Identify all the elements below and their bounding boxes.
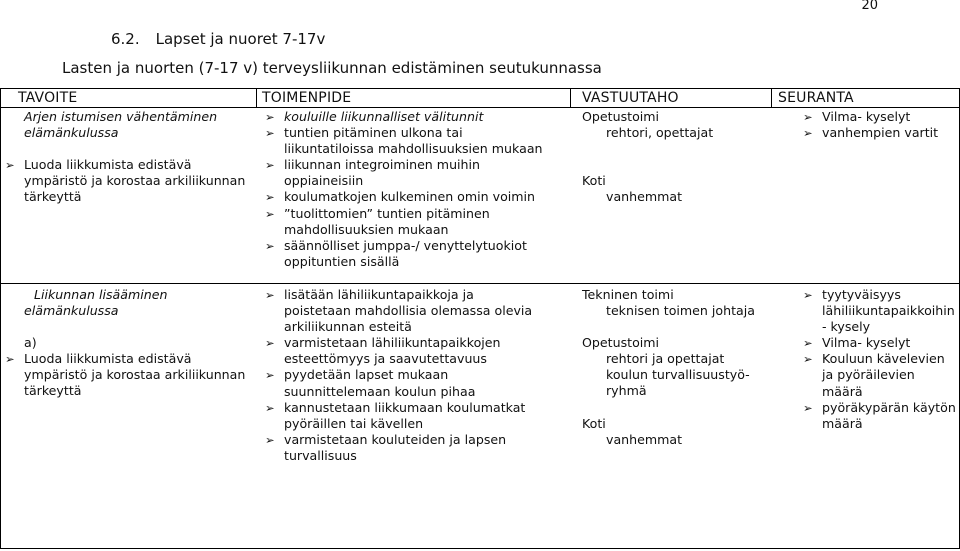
action-item: ➢ pyydetään lapset mukaan (262, 367, 568, 383)
action-line: poistetaan mahdollisia olemassa olevia (284, 303, 533, 319)
action-item: ➢ lisätään lähiliikuntapaikkoja ja (262, 287, 568, 303)
responsible-org: Opetustoimi (582, 109, 660, 124)
row1-seuranta-cell (800, 109, 958, 141)
followup-line: ja pyöräilevien (822, 367, 915, 383)
responsible-person: vanhemmat (606, 189, 683, 205)
responsible-org: Koti (582, 415, 606, 431)
goal-line: elämänkulussa (24, 303, 119, 319)
goal-line: ympäristö ja korostaa arkiliikunnan (24, 367, 246, 383)
followup-item: ➢ pyöräkypärän käytön (800, 400, 958, 416)
followup-line: lähiliikuntapaikkoihin (822, 303, 955, 319)
action-line: suunnittelemaan koulun pihaa (284, 383, 476, 399)
followup-item: ➢ tyytyväisyys (800, 287, 958, 303)
action-line: liikuntatiloissa mahdollisuuksien mukaan (284, 141, 543, 157)
responsible-person: rehtori, opettajat (606, 125, 714, 141)
action-item: ➢ liikunnan integroiminen muihin (262, 157, 568, 173)
goal-line: tärkeyttä (24, 189, 82, 205)
column-header-vastuutaho: VASTUUTAHO (582, 90, 679, 106)
section-number: 6.2. (111, 30, 140, 48)
action-item: ➢ kannustetaan liikkumaan koulumatkat (262, 400, 568, 416)
row1-vastuutaho-cell (582, 109, 768, 205)
goal-line: tärkeyttä (24, 383, 82, 399)
followup-line: - kysely (822, 319, 871, 335)
action-item: ➢ ”tuolittomien” tuntien pitäminen (262, 206, 568, 222)
table-left-border (0, 88, 1, 549)
action-item: ➢ säännölliset jumppa-/ venyttelytuokiot (262, 238, 568, 254)
action-item: ➢ varmistetaan kouluteiden ja lapsen (262, 432, 568, 448)
action-line: turvallisuus (284, 447, 357, 463)
action-line: esteettömyys ja saavutettavuus (284, 351, 487, 367)
responsible-person: koulun turvallisuustyö- (606, 367, 750, 383)
action-line: mahdollisuuksien mukaan (284, 221, 449, 237)
followup-item: ➢ Vilma- kyselyt (800, 109, 958, 125)
goal-line: Arjen istumisen vähentäminen (24, 109, 218, 124)
followup-item: ➢ Vilma- kyselyt (800, 335, 958, 351)
action-item: ➢ tuntien pitäminen ulkona tai (262, 125, 568, 141)
action-item: ➢ koulumatkojen kulkeminen omin voimin (262, 189, 568, 205)
followup-line: määrä (822, 415, 863, 431)
responsible-person: ryhmä (606, 383, 647, 399)
row1-tavoite-cell (24, 109, 254, 205)
action-line: arkiliikunnan esteitä (284, 319, 412, 335)
page-number: 20 (861, 0, 878, 13)
followup-item: ➢ Kouluun kävelevien (800, 351, 958, 367)
table-bottom-rule (0, 548, 960, 549)
responsible-person: teknisen toimen johtaja (606, 303, 755, 319)
row2-seuranta-cell (800, 287, 958, 432)
responsible-org: Tekninen toimi (582, 287, 674, 302)
responsible-org: Koti (582, 173, 606, 189)
table-title: Lasten ja nuorten (7-17 v) terveysliikunnan edistäminen seutukunnassa (62, 59, 602, 77)
column-divider (570, 88, 571, 108)
action-item: ➢ varmistetaan lähiliikuntapaikkojen (262, 335, 568, 351)
row-divider (0, 283, 960, 284)
row2-tavoite-cell (24, 287, 254, 400)
table-top-rule (0, 88, 960, 89)
action-line: pyöräillen tai kävellen (284, 415, 424, 431)
column-divider (256, 88, 257, 108)
column-header-toimenpide: TOIMENPIDE (262, 90, 352, 106)
responsible-person: vanhemmat (606, 431, 683, 447)
responsible-org: Opetustoimi (582, 335, 660, 351)
goal-bullet: ➢ Luoda liikkumista edistävä (2, 157, 254, 173)
row1-toimenpide-cell (262, 109, 568, 270)
column-header-seuranta: SEURANTA (778, 90, 854, 106)
row2-vastuutaho-cell (582, 287, 768, 448)
goal-label: a) (24, 335, 37, 351)
action-line: oppiaineisiin (284, 173, 364, 189)
action-line: oppituntien sisällä (284, 253, 400, 269)
responsible-person: rehtori ja opettajat (606, 351, 725, 367)
action-item: ➢ kouluille liikunnalliset välitunnit (262, 109, 568, 125)
goal-line: ympäristö ja korostaa arkiliikunnan (24, 173, 246, 189)
goal-bullet: ➢ Luoda liikkumista edistävä (2, 351, 254, 367)
followup-item: ➢ vanhempien vartit (800, 125, 958, 141)
column-header-tavoite: TAVOITE (18, 90, 78, 106)
header-bottom-rule (0, 107, 960, 108)
goal-line: elämänkulussa (24, 125, 119, 141)
followup-line: määrä (822, 383, 863, 399)
goal-line: Liikunnan lisääminen (34, 287, 168, 302)
row2-toimenpide-cell (262, 287, 568, 464)
section-heading (111, 30, 325, 48)
section-title: Lapset ja nuoret 7-17v (155, 30, 326, 48)
column-divider (771, 88, 772, 108)
